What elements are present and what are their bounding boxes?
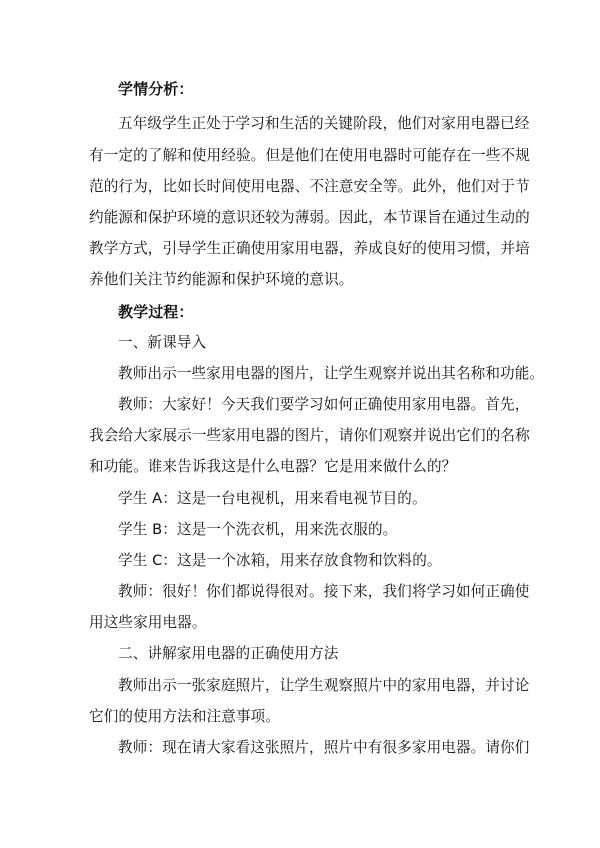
analysis-paragraph-line: 约能源和保护环境的意识还较为薄弱。因此，本节课旨在通过生动的 (89, 209, 530, 226)
part1-title: 一、新课导入 (118, 334, 207, 351)
teacher-dialogue-line: 教师：大家好！今天我们要学习如何正确使用家用电器。首先， (118, 396, 530, 413)
student-b-dialogue: 学生 B：这是一个洗衣机，用来洗衣服的。 (118, 521, 398, 538)
teacher-dialogue-line: 教师：现在请大家看这张照片，照片中有很多家用电器。请你们 (118, 739, 530, 756)
teacher-dialogue-line: 教师：很好！你们都说得很对。接下来，我们将学习如何正确使 (118, 583, 530, 600)
teacher-dialogue-line: 我会给大家展示一些家用电器的图片，请你们观察并说出它们的名称 (89, 427, 530, 444)
student-a-dialogue: 学生 A：这是一台电视机，用来看电视节目的。 (118, 490, 427, 507)
analysis-paragraph-line: 养他们关注节约能源和保护环境的意识。 (89, 271, 354, 288)
analysis-paragraph-line: 教学方式，引导学生正确使用家用电器，养成良好的使用习惯，并培 (89, 240, 530, 257)
analysis-paragraph-line: 有一定的了解和使用经验。但是他们在使用电器时可能存在一些不规 (89, 147, 530, 164)
analysis-heading: 学情分析： (118, 80, 194, 98)
intro-paragraph: 教师出示一些家用电器的图片，让学生观察并说出其名称和功能。 (118, 365, 545, 382)
process-heading: 教学过程： (118, 303, 194, 321)
teacher-dialogue-line: 用这些家用电器。 (89, 614, 207, 631)
teacher-dialogue-line: 和功能。谁来告诉我这是什么电器？它是用来做什么的？ (89, 458, 457, 475)
student-c-dialogue: 学生 C：这是一个冰箱，用来存放食物和饮料的。 (118, 552, 442, 569)
photo-paragraph-line: 教师出示一张家庭照片，让学生观察照片中的家用电器，并讨论 (118, 677, 530, 694)
photo-paragraph-line: 它们的使用方法和注意事项。 (89, 708, 281, 725)
analysis-paragraph-line: 范的行为，比如长时间使用电器、不注意安全等。此外，他们对于节 (89, 178, 530, 195)
analysis-paragraph-line: 五年级学生正处于学习和生活的关键阶段，他们对家用电器已经 (118, 115, 530, 132)
part2-title: 二、讲解家用电器的正确使用方法 (118, 645, 339, 662)
